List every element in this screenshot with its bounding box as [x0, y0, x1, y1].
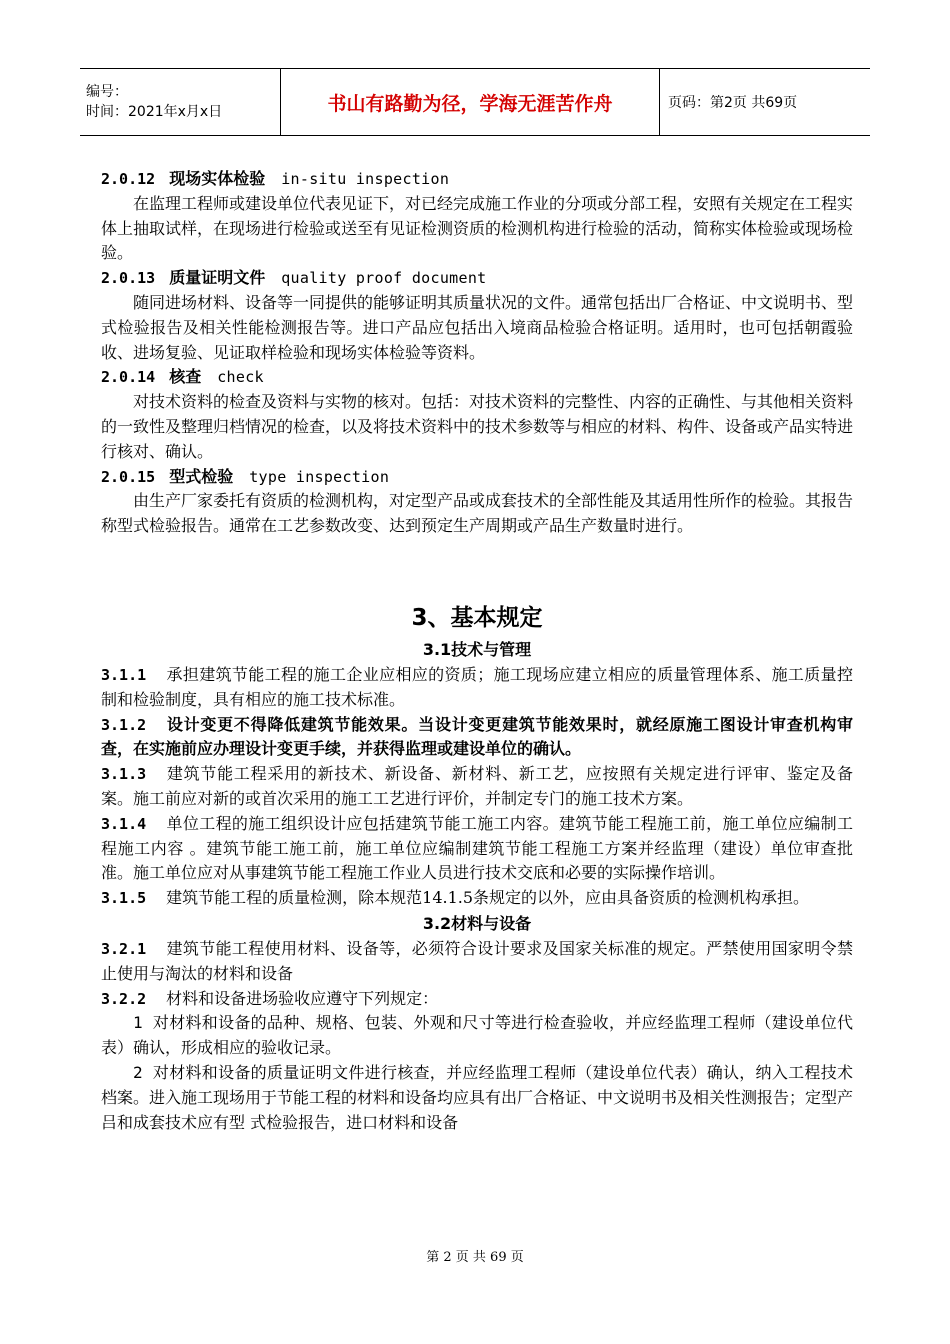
list-item [101, 1011, 853, 1061]
term-definition: 由生产厂家委托有资质的检测机构，对定型产品或成套技术的全部性能及其适用性所作的检验。其报告称型式检验报告。通常在工艺参数改变、达到预定生产周期或产品生产数量时进行。 [101, 491, 854, 536]
term-definition: 对技术资料的检查及资料与实物的核对。包括：对技术资料的完整性、内容的正确性、与其他相关资料的一致性及整理归档情况的检查，以及将技术资料中的技术参数等与相应的材料、构件、设备或产品实特进行核对、确认。 [101, 392, 854, 461]
term-number: 2.0.13 [101, 269, 156, 288]
document-time-label: 时间：2021年x月x日 [86, 104, 223, 120]
term-chinese-name: 核查 [169, 367, 202, 387]
section-spacer [101, 539, 853, 599]
term-definition: 随同进场材料、设备等一同提供的能够证明其质量状况的文件。通常包括出厂合格证、中文说明书、型式检验报告及相关性能检测报告等。进口产品应包括出入境商品检验合格证明。适用时，也可包括朝霞验收、进场复验、见证取样检验和现场实体检验等资料。 [101, 292, 854, 362]
term-english-name: check [217, 368, 264, 387]
clause-text: 建筑节能工程采用的新技术、新设备、新材料、新工艺，应按照有关规定进行评审、鉴定及备案。施工前应对新的或首次采用的施工工艺进行评价，并制定专门的施工技术方案。 [101, 764, 853, 808]
clause-text: 建筑节能工程使用材料、设备等，必须符合设计要求及国家关标准的规定。严禁使用国家明令禁止使用与淘汰的材料和设备 [101, 938, 853, 983]
list-item-number: 1 [133, 1013, 143, 1033]
term-number: 2.0.15 [101, 467, 156, 486]
clause-number: 3.2.2 [101, 989, 147, 1008]
clause-number: 3.1.2 [101, 715, 147, 734]
list-item [101, 1061, 853, 1135]
clause-number: 3.2.1 [101, 939, 147, 958]
term-heading [101, 365, 853, 390]
clause-text: 设计变更不得降低建筑节能效果。当设计变更建筑节能效果时，就经原施工图设计审查机构审查，在实施前应办理设计变更手续，并获得监理或建设单位的确认。 [101, 714, 853, 759]
header-motto-cell [280, 69, 660, 135]
term-chinese-name: 型式检验 [169, 466, 234, 486]
header-page-cell [660, 69, 870, 135]
list-item-text: 对材料和设备的质量证明文件进行核查，并应经监理工程师（建设单位代表）确认，纳入工程技术档案。进入施工现场用于节能工程的材料和设备均应具有出厂合格证、中文说明书及相关性测报告；定型产吕和成套技术应有型 式检验报告，进口材料和设备 [101, 1062, 854, 1132]
clause [101, 713, 853, 763]
page-header [80, 68, 870, 136]
term-heading [101, 266, 853, 291]
document-body [101, 167, 853, 1135]
clause-text: 承担建筑节能工程的施工企业应相应的资质；施工现场应建立相应的质量管理体系、施工质量控制和检验制度，具有相应的施工技术标准。 [101, 664, 853, 709]
clause-text: 单位工程的施工组织设计应包括建筑节能工施工内容。建筑节能工程施工前，施工单位应编制工程施工内容 。建筑节能工施工前，施工单位应编制建筑节能工程施工方案并经监理（建设）单位审查批准。施工单位应对从事建筑节能工程施工作业人员进行技术交底和必要的实际操作培训。 [101, 813, 853, 883]
term-definition: 在监理工程师或建设单位代表见证下，对已经完成施工作业的分项或分部工程，安照有关规定在工程实体上抽取试样，在现场进行检验或送至有见证检测资质的检测机构进行检验的活动，简称实体检验或现场检验。 [101, 193, 854, 263]
clause-number: 3.1.3 [101, 765, 147, 784]
term-number: 2.0.14 [101, 368, 156, 387]
clause-text: 材料和设备进场验收应遵守下列规定： [166, 988, 439, 1008]
header-page-info: 页码：第2页 共69页 [668, 95, 798, 111]
term-number: 2.0.12 [101, 170, 156, 188]
term-english-name: type inspection [249, 467, 390, 486]
term-heading [101, 167, 853, 192]
clause [101, 812, 853, 886]
clause [101, 937, 853, 987]
clause-text: 建筑节能工程的质量检测，除本规范14.1.5条规定的以外，应由具备资质的检测机构承担。 [166, 888, 810, 908]
clause [101, 987, 853, 1012]
chapter-title: 3、基本规定 [411, 604, 543, 631]
clause-number: 3.1.5 [101, 889, 147, 908]
term-english-name: in-situ inspection [281, 170, 450, 188]
list-item-text: 对材料和设备的品种、规格、包装、外观和尺寸等进行检查验收，并应经监理工程师（建设单位代表）确认，形成相应的验收记录。 [101, 1013, 853, 1058]
clause-number: 3.1.1 [101, 665, 147, 684]
document-number-label: 编号： [86, 84, 128, 100]
header-motto: 书山有路勤为径，学海无涯苦作舟 [327, 92, 613, 115]
list-item-number: 2 [133, 1062, 143, 1082]
section-title: 3.2材料与设备 [422, 913, 532, 933]
clause-number: 3.1.4 [101, 814, 147, 833]
clause [101, 663, 853, 713]
term-english-name: quality proof document [281, 269, 487, 288]
clause [101, 762, 853, 812]
clause [101, 886, 853, 911]
page-footer: 第 2 页 共 69 页 [426, 1250, 524, 1265]
header-left-cell [80, 69, 280, 135]
term-heading [101, 465, 853, 490]
term-chinese-name: 现场实体检验 [169, 169, 266, 188]
section-title: 3.1技术与管理 [422, 639, 532, 659]
term-chinese-name: 质量证明文件 [169, 268, 266, 288]
